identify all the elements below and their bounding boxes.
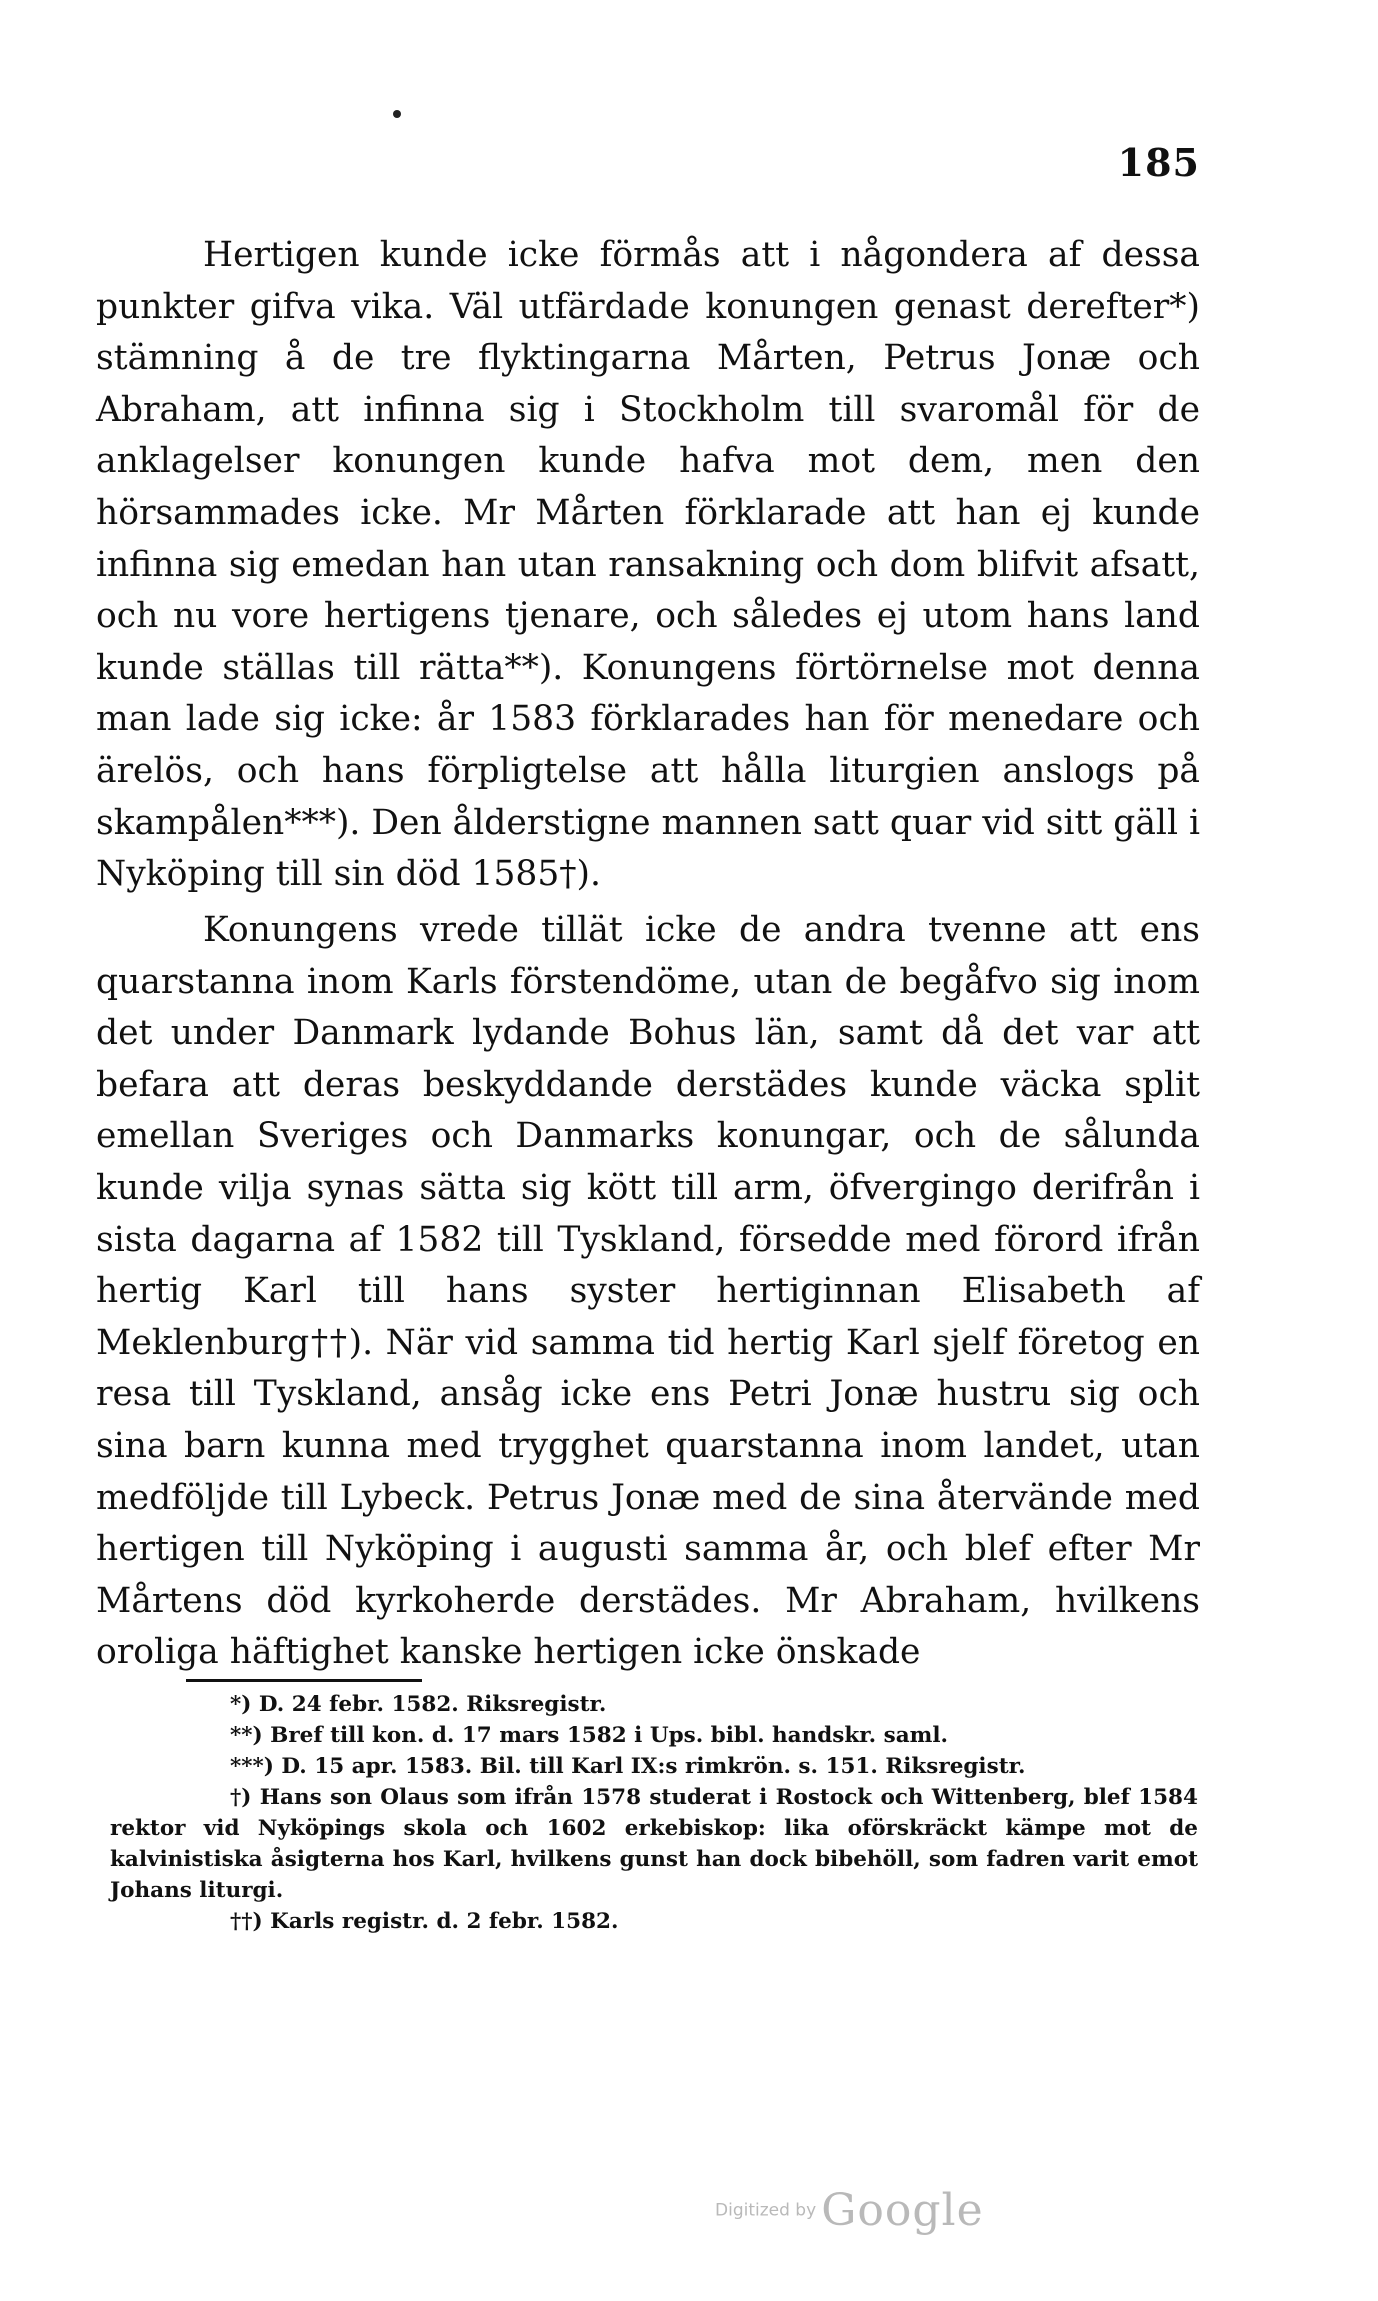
- footnote-text: D. 24 febr. 1582. Riksregistr.: [258, 1692, 607, 1717]
- footnote-mark: ***): [230, 1754, 274, 1779]
- footnote-1: [110, 1689, 1198, 1720]
- footnote-2: [110, 1720, 1198, 1751]
- footnotes: [110, 1689, 1198, 1937]
- paragraph-1: Hertigen kunde icke förmås att i någondera af dessa punkter gifva vika. Väl utfärdade konungen genast derefter*) stämning å de tre flyktingarna Mårten, Petrus Jonæ och Abraham, att infinna sig i Stockholm till svaromål för de anklagelser konungen kunde hafva mot dem, men den hörsammades icke. Mr Mårten förklarade att han ej kunde infinna sig emedan han utan ransakning och dom blifvit afsatt, och nu vore hertigens tjenare, och således ej utom hans land kunde ställas till rätta**). Konungens förtörnelse mot denna man lade sig icke: år 1583 förklarades han för menedare och ärelös, och hans förpligtelse att hålla liturgien anslogs på skampålen***). Den ålderstigne mannen satt quar vid sitt gäll i Nyköping till sin död 1585†).: [96, 235, 1200, 895]
- paragraph-2: Konungens vrede tillät icke de andra tvenne att ens quarstanna inom Karls förstendöme, utan de begåfvo sig inom det under Danmark lydande Bohus län, samt då det var att befara att deras beskyddande derstädes kunde väcka split emellan Sveriges och Danmarks konungar, och de sålunda kunde vilja synas sätta sig kött till arm, öfvergingo derifrån i sista dagarna af 1582 till Tyskland, försedde med förord ifrån hertig Karl till hans syster hertiginnan Elisabeth af Meklenburg††). När vid samma tid hertig Karl sjelf företog en resa till Tyskland, ansåg icke ens Petri Jonæ hustru sig och sina barn kunna med trygghet quarstanna inom landet, utan medföljde till Lybeck. Petrus Jonæ med de sina återvände med hertigen till Nyköping i augusti samma år, och blef efter Mr Mårtens död kyrkoherde derstädes. Mr Abraham, hvilkens oroliga häftighet kanske hertigen icke önskade: [96, 910, 1200, 1673]
- digitized-watermark: [715, 2185, 1045, 2245]
- footnote-4: [110, 1782, 1198, 1906]
- watermark-prefix: Digitized by: [715, 2200, 817, 2221]
- footnote-divider: [186, 1679, 422, 1682]
- google-logo: Google: [821, 2185, 984, 2236]
- footnote-3: [110, 1751, 1198, 1782]
- footnote-text: Hans son Olaus som ifrån 1578 studerat i Rostock och Wittenberg, blef 1584 rektor vid Nyköpings skola och 1602 erkebiskop: lika oförskräckt kämpe mot de kalvinistiska åsigterna hos Karl, hvilkens gunst han dock bibehöll, som fadren varit emot Johans liturgi.: [110, 1785, 1198, 1903]
- footnote-text: D. 15 apr. 1583. Bil. till Karl IX:s rimkrön. s. 151. Riksregistr.: [281, 1754, 1026, 1779]
- footnote-5: [110, 1906, 1198, 1937]
- footnote-text: Bref till kon. d. 17 mars 1582 i Ups. bibl. handskr. saml.: [270, 1723, 949, 1748]
- footnote-mark: ††): [230, 1909, 263, 1934]
- footnote-text: Karls registr. d. 2 febr. 1582.: [270, 1909, 619, 1934]
- ink-speck: [393, 110, 401, 118]
- footnote-mark: **): [230, 1723, 263, 1748]
- footnote-mark: †): [230, 1785, 252, 1810]
- footnote-mark: *): [230, 1692, 252, 1717]
- page-number: 185: [1117, 140, 1200, 185]
